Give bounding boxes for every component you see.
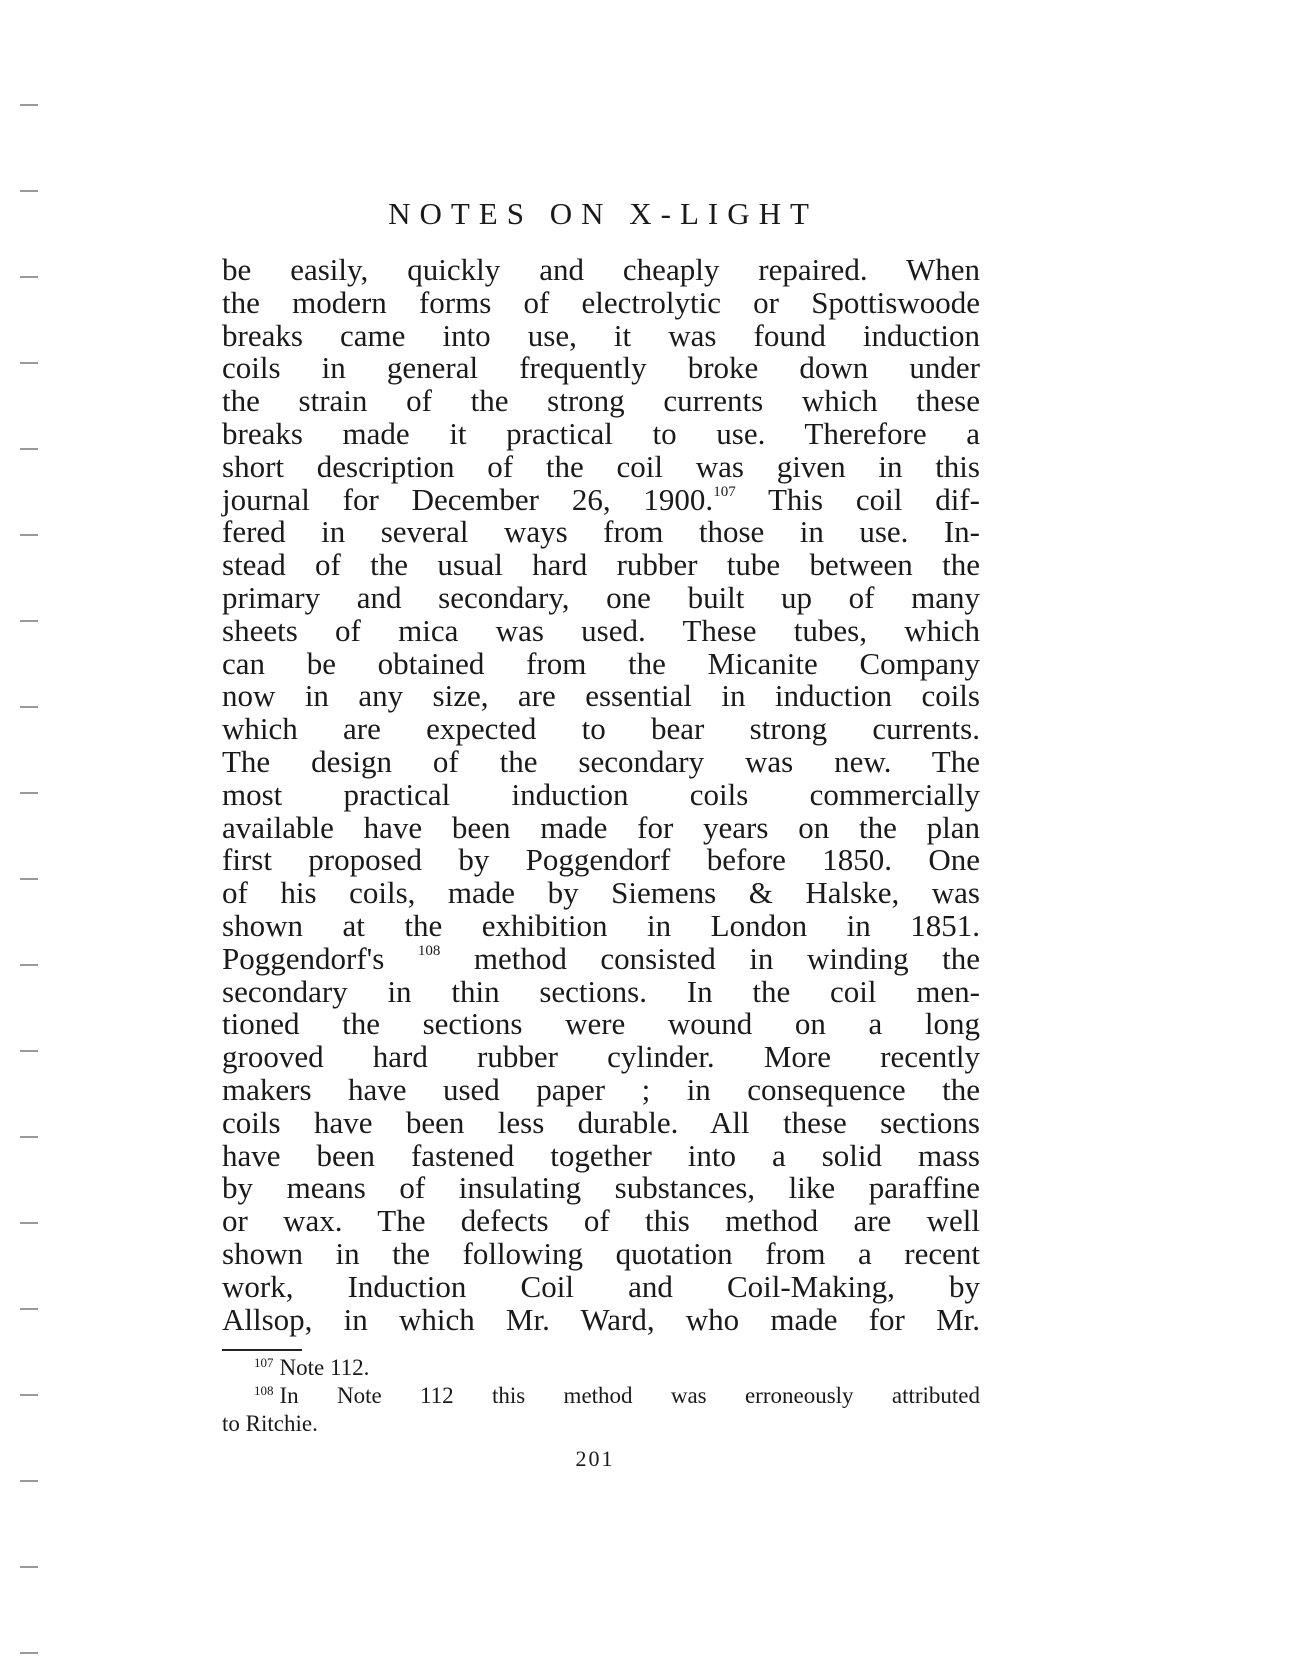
body-line: the modern forms of electrolytic or Spottiswoode [222,284,980,320]
body-line: secondary in thin sections. In the coil men- [222,973,980,1009]
footnotes [222,1354,980,1438]
body-line: first proposed by Poggendorf before 1850. One [222,842,980,878]
body-line: available have been made for years on the plan [222,809,980,845]
margin-tick [20,190,38,192]
body-line: fered in several ways from those in use. In- [222,514,980,550]
footnote-mark: 107 [254,1355,274,1370]
footnote-reference: 108 [417,942,441,959]
margin-tick [20,1480,38,1482]
body-line: tioned the sections were wound on a long [222,1006,980,1042]
body-line: Allsop, in which Mr. Ward, who made for Mr. [222,1301,980,1337]
footnote-108 [222,1382,980,1410]
body-line: short description of the coil was given in this [222,448,980,484]
margin-tick [20,276,38,278]
body-line: by means of insulating substances, like paraffine [222,1170,980,1206]
margin-tick [20,792,38,794]
margin-tick [20,1566,38,1568]
body-line: breaks made it practical to use. Therefore a [222,415,980,451]
body-line: The design of the secondary was new. The [222,743,980,779]
footnote-text: In Note 112 this method was erroneously attributed [279,1383,980,1408]
footnote-mark: 108 [254,1383,274,1398]
body-line: can be obtained from the Micanite Company [222,645,980,681]
body-line-text: method consisted in winding the [440,940,980,976]
body-line: shown in the following quotation from a recent [222,1235,980,1271]
body-line: shown at the exhibition in London in 1851. [222,907,980,943]
footnote-reference: 107 [713,483,736,500]
margin-tick [20,706,38,708]
scan-margin-ticks [20,104,40,1654]
body-line: work, Induction Coil and Coil-Making, by [222,1268,980,1304]
body-line: breaks came into use, it was found induction [222,317,980,353]
margin-tick [20,534,38,536]
body-line-text: This coil dif- [735,481,981,517]
body-line: grooved hard rubber cylinder. More recently [222,1039,980,1075]
margin-tick [20,448,38,450]
margin-tick [20,1136,38,1138]
margin-tick [20,878,38,880]
body-line [222,940,980,976]
footnote-108-continuation: to Ritchie. [222,1411,318,1436]
margin-tick [20,620,38,622]
footnote-text: Note 112. [279,1355,370,1380]
margin-tick [20,1050,38,1052]
body-line: stead of the usual hard rubber tube between the [222,547,980,583]
body-line: of his coils, made by Siemens & Halske, was [222,875,980,911]
body-line: sheets of mica was used. These tubes, which [222,612,980,648]
body-line: have been fastened together into a solid mass [222,1137,980,1173]
body-line: which are expected to bear strong currents. [222,711,980,747]
margin-tick [20,1308,38,1310]
body-line-text: journal for December 26, 1900. [222,481,714,517]
margin-tick [20,1394,38,1396]
body-text [222,254,980,1336]
page-number: 201 [575,1446,615,1471]
body-line: coils have been less durable. All these sections [222,1104,980,1140]
body-line: most practical induction coils commercially [222,776,980,812]
margin-tick [20,964,38,966]
body-line-text: Poggendorf's [222,940,418,976]
body-line: primary and secondary, one built up of many [222,579,980,615]
body-line [222,481,981,517]
footnote-rule [222,1349,302,1351]
body-line: the strain of the strong currents which these [222,383,980,419]
body-line: or wax. The defects of this method are well [222,1203,980,1239]
running-head: NOTES ON X-LIGHT [388,196,818,231]
body-line: be easily, quickly and cheaply repaired. When [222,252,980,287]
body-line: makers have used paper ; in consequence the [222,1071,980,1107]
margin-tick [20,1222,38,1224]
body-line: now in any size, are essential in induction coils [222,678,980,714]
body-line: coils in general frequently broke down under [222,350,980,386]
margin-tick [20,362,38,364]
margin-tick [20,1652,38,1654]
margin-tick [20,104,38,106]
footnote-107 [222,1354,980,1382]
